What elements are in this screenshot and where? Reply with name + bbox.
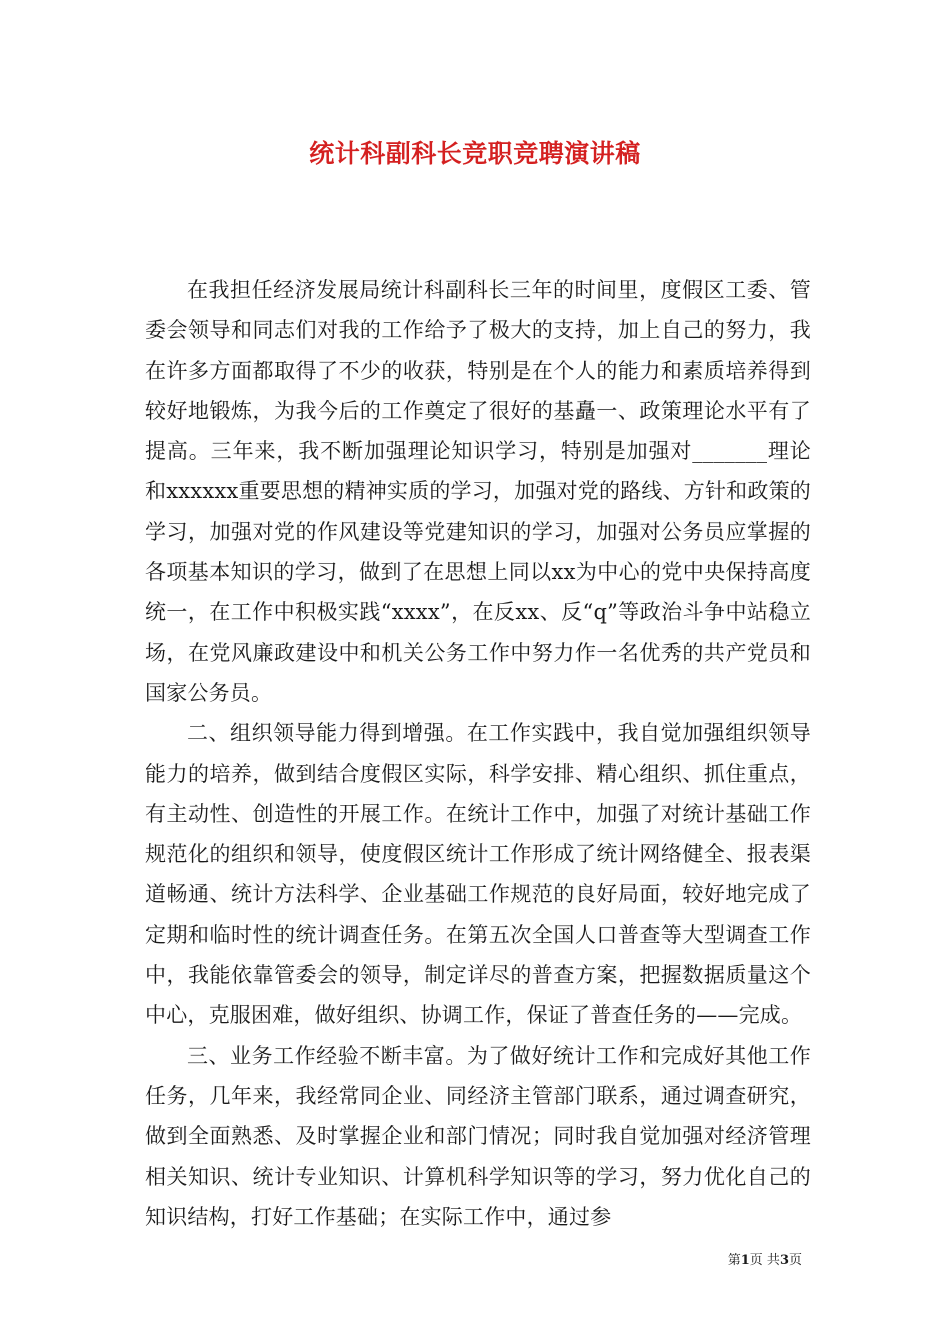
paragraph-3: 三、业务工作经验不断丰富。为了做好统计工作和完成好其他工作任务，几年来，我经常同企业、同经济主管部门联系，通过调查研究，做到全面熟悉、及时掌握企业和部门情况；同时我自觉加强对经济管理相关知识、统计专业知识、计算机科学知识等的学习，努力优化自己的知识结构，打好工作基础；在实际工作中，通过参 [145, 1043, 811, 1229]
footer-prefix: 第 [727, 1253, 741, 1268]
footer-suffix: 页 [788, 1253, 802, 1268]
document-title: 统计科副科长竞职竞聘演讲稿 [309, 139, 641, 168]
footer-current-page: 1 [740, 1253, 750, 1268]
paragraph-1: 在我担任经济发展局统计科副科长三年的时间里，度假区工委、管委会领导和同志们对我的工作给予了极大的支持，加上自己的努力，我在许多方面都取得了不少的收获，特别是在个人的能力和素质培养得到较好地锻炼，为我今后的工作奠定了很好的基矗一、政策理论水平有了提高。三年来，我不断加强理论知识学习，特别是加强对_______理论和xxxxxx重要思想的精神实质的学习，加强对党的路线、方针和政策的学习，加强对党的作风建设等党建知识的学习，加强对公务员应掌握的各项基本知识的学习，做到了在思想上同以xx为中心的党中央保持高度统一，在工作中积极实践“xxxx”，在反xx、反“q”等政治斗争中站稳立场，在党风廉政建设中和机关公务工作中努力作一名优秀的共产党员和国家公务员。 [145, 278, 811, 705]
footer-middle: 页 共 [749, 1253, 780, 1268]
document-body [145, 270, 811, 1237]
paragraph-2: 二、组织领导能力得到增强。在工作实践中，我自觉加强组织领导能力的培养，做到结合度假区实际，科学安排、精心组织、抓住重点，有主动性、创造性的开展工作。在统计工作中，加强了对统计基础工作规范化的组织和领导，使度假区统计工作形成了统计网络健全、报表渠道畅通、统计方法科学、企业基础工作规范的良好局面，较好地完成了定期和临时性的统计调查任务。在第五次全国人口普查等大型调查工作中，我能依靠管委会的领导，制定详尽的普查方案，把握数据质量这个中心，克服困难，做好组织、协调工作，保证了普查任务的——完成。 [145, 721, 811, 1028]
page-number-footer [728, 1249, 802, 1268]
footer-total-pages: 3 [779, 1253, 789, 1268]
